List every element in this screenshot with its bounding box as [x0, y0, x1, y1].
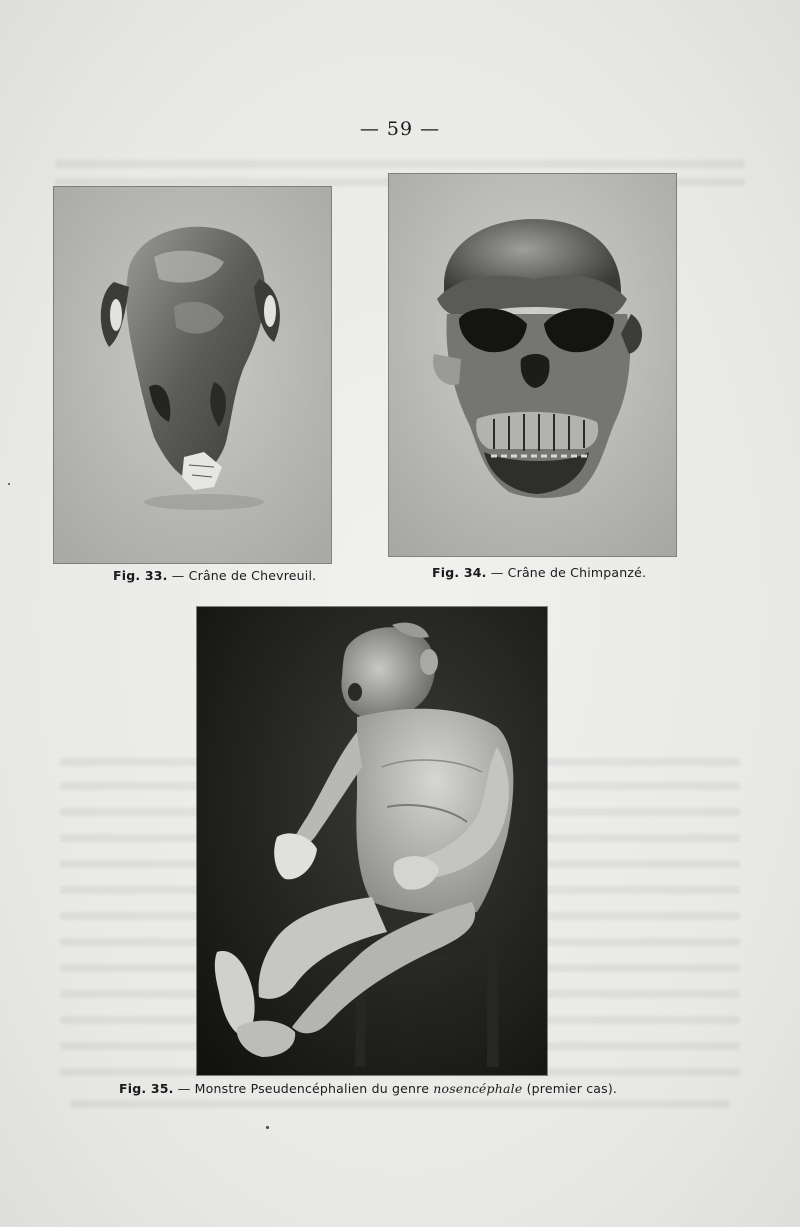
figure-35-label: Fig. 35.	[119, 1081, 174, 1096]
figure-35-caption-genus: nosencéphale	[433, 1081, 523, 1096]
figure-33-label: Fig. 33.	[113, 568, 168, 583]
figure-34-label: Fig. 34.	[432, 565, 487, 580]
figure-34-caption-text: — Crâne de Chimpanzé.	[486, 565, 647, 580]
figure-33-photo	[54, 187, 331, 563]
figure-33-caption	[113, 568, 316, 583]
page-number: — 59 —	[359, 118, 441, 140]
figure-33-caption-text: — Crâne de Chevreuil.	[167, 568, 317, 583]
figure-35-caption	[119, 1081, 617, 1096]
figure-35-photo	[197, 607, 547, 1075]
figure-34-caption	[432, 565, 646, 580]
figure-35-caption-text-after: (premier cas).	[522, 1081, 618, 1096]
print-speck	[8, 483, 10, 485]
figure-34-photo	[389, 174, 676, 556]
figure-35-caption-text-before: — Monstre Pseudencéphalien du genre	[173, 1081, 434, 1096]
print-speck	[266, 1126, 269, 1129]
